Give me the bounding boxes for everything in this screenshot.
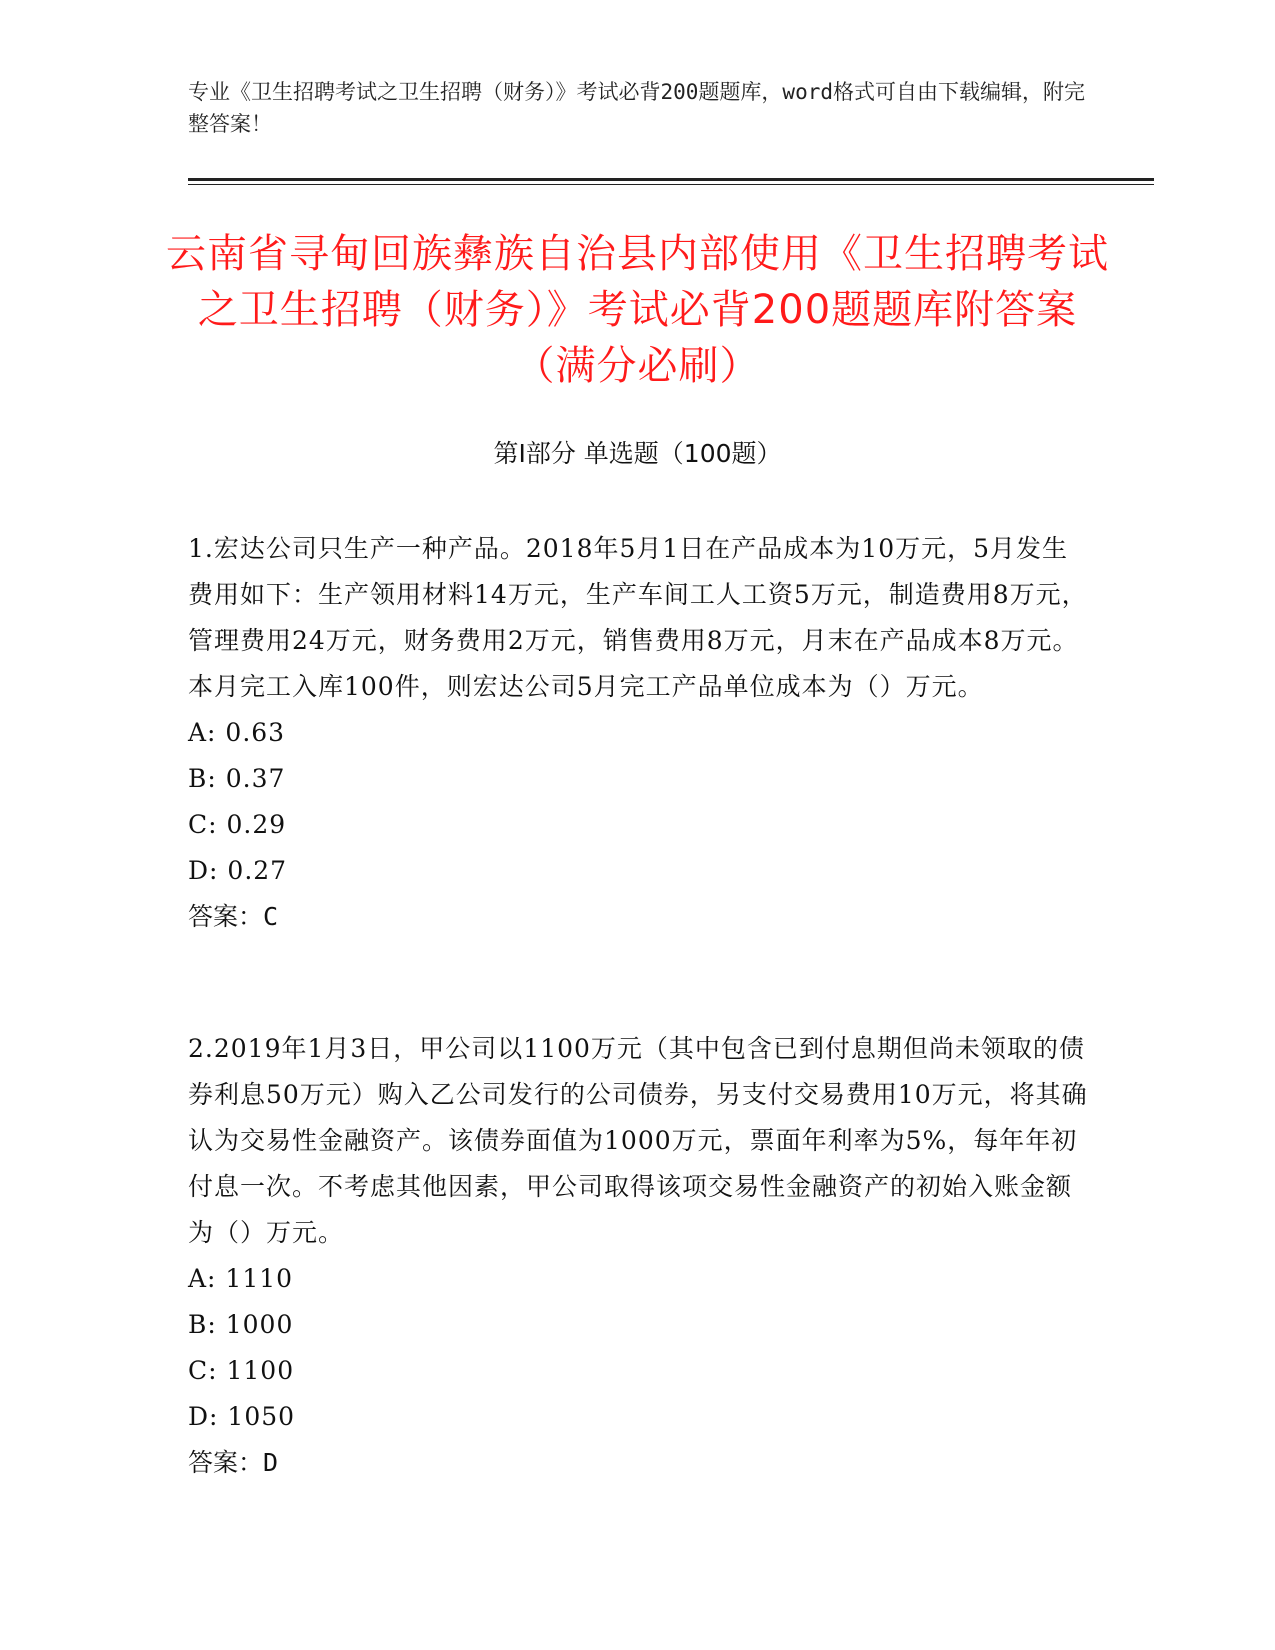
section-heading: 第Ⅰ部分 单选题（100题）	[493, 439, 782, 468]
option-a: A: 0.63	[188, 718, 286, 747]
question-block	[188, 1026, 1088, 1486]
option-a: A: 1110	[188, 1264, 294, 1293]
question-stem: 1.宏达公司只生产一种产品。2018年5月1日在产品成本为10万元，5月发生费用如下：生产领用材料14万元，生产车间工人工资5万元，制造费用8万元，管理费用24万元，财务费用2万元，销售费用8万元，月末在产品成本8万元。本月完工入库100件，则宏达公司5月完工产品单位成本为（）万元。	[188, 534, 1088, 701]
header-divider	[188, 178, 1154, 181]
option-b: B: 1000	[188, 1310, 294, 1339]
document-title: 云南省寻甸回族彝族自治县内部使用《卫生招聘考试之卫生招聘（财务）》考试必背200题题库附答案（满分必刷）	[166, 231, 1109, 389]
option-d: D: 0.27	[188, 856, 288, 885]
option-c: C: 1100	[188, 1356, 295, 1385]
option-b: B: 0.37	[188, 764, 286, 793]
header-note: 专业《卫生招聘考试之卫生招聘（财务）》考试必背200题题库，word格式可自由下载编辑，附完整答案！	[188, 80, 1085, 136]
question-block	[188, 526, 1088, 940]
header-divider-thin	[188, 184, 1154, 185]
answer-line: 答案：D	[188, 1448, 279, 1477]
answer-line: 答案：C	[188, 902, 279, 931]
option-c: C: 0.29	[188, 810, 287, 839]
option-d: D: 1050	[188, 1402, 296, 1431]
question-stem: 2.2019年1月3日，甲公司以1100万元（其中包含已到付息期但尚未领取的债券利息50万元）购入乙公司发行的公司债券，另支付交易费用10万元，将其确认为交易性金融资产。该债券面值为1000万元，票面年利率为5%，每年年初付息一次。不考虑其他因素，甲公司取得该项交易性金融资产的初始入账金额为（）万元。	[188, 1034, 1088, 1247]
